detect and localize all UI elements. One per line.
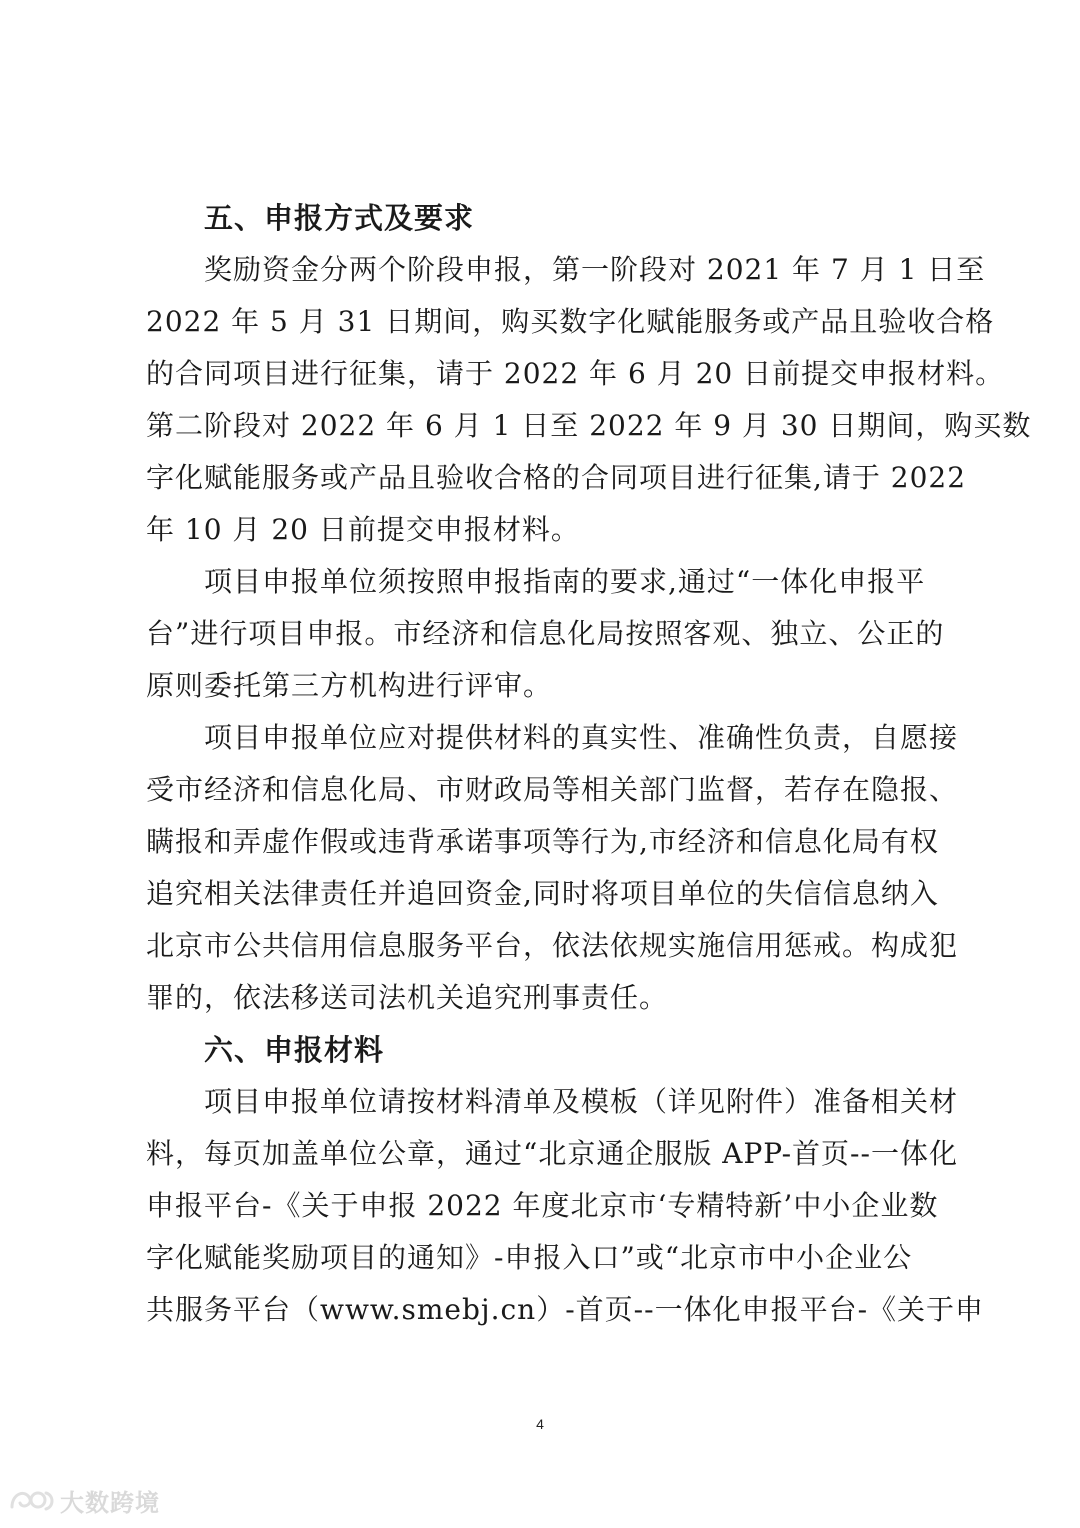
- paragraph-line: 原则委托第三方机构进行评审。: [146, 669, 553, 702]
- paragraph-line: 共服务平台（www.smebj.cn）-首页--一体化申报平台-《关于申: [146, 1293, 985, 1326]
- paragraph-line: 北京市公共信用信息服务平台，依法依规实施信用惩戒。构成犯: [146, 929, 959, 962]
- paragraph-line: 申报平台-《关于申报 2022 年度北京市‘专精特新’中小企业数: [146, 1189, 939, 1222]
- paragraph-line: 年 10 月 20 日前提交申报材料。: [146, 513, 580, 546]
- paragraph-s6-1: [146, 1076, 985, 1336]
- paragraph-line: 字化赋能服务或产品且验收合格的合同项目进行征集,请于 2022: [146, 461, 967, 494]
- paragraph-line: 罪的，依法移送司法机关追究刑事责任。: [146, 981, 669, 1014]
- watermark: [8, 1482, 160, 1518]
- section-heading-6: 六、申报材料: [204, 1033, 385, 1067]
- paragraph-s5-3: [146, 712, 959, 1024]
- paragraph-line: 2022 年 5 月 31 日期间，购买数字化赋能服务或产品且验收合格: [146, 305, 995, 338]
- brand-logo-icon: [8, 1485, 56, 1515]
- paragraph-line: 料，每页加盖单位公章，通过“北京通企服版 APP-首页--一体化: [146, 1137, 958, 1170]
- paragraph-line: 奖励资金分两个阶段申报，第一阶段对 2021 年 7 月 1 日至: [204, 253, 986, 286]
- watermark-text: 大数跨境: [60, 1488, 160, 1517]
- paragraph-line: 追究相关法律责任并追回资金,同时将项目单位的失信信息纳入: [146, 877, 939, 910]
- paragraph-line: 项目申报单位请按材料清单及模板（详见附件）准备相关材: [204, 1085, 959, 1118]
- paragraph-line: 项目申报单位应对提供材料的真实性、准确性负责，自愿接: [204, 721, 959, 754]
- paragraph-line: 瞒报和弄虚作假或违背承诺事项等行为,市经济和信息化局有权: [146, 825, 939, 858]
- paragraph-line: 台”进行项目申报。市经济和信息化局按照客观、独立、公正的: [146, 617, 945, 650]
- page-number: 4: [536, 1416, 544, 1432]
- section-heading-5: 五、申报方式及要求: [204, 201, 475, 235]
- paragraph-line: 受市经济和信息化局、市财政局等相关部门监督，若存在隐报、: [146, 773, 959, 806]
- document-body: [146, 192, 1032, 1336]
- paragraph-s5-1: [146, 244, 1032, 556]
- paragraph-s5-2: [146, 556, 946, 712]
- paragraph-line: 的合同项目进行征集，请于 2022 年 6 月 20 日前提交申报材料。: [146, 357, 1005, 390]
- paragraph-line: 第二阶段对 2022 年 6 月 1 日至 2022 年 9 月 30 日期间，购买数: [146, 409, 1032, 442]
- paragraph-line: 项目申报单位须按照申报指南的要求,通过“一体化申报平: [204, 565, 926, 598]
- paragraph-line: 字化赋能奖励项目的通知》-申报入口”或“北京市中小企业公: [146, 1241, 913, 1274]
